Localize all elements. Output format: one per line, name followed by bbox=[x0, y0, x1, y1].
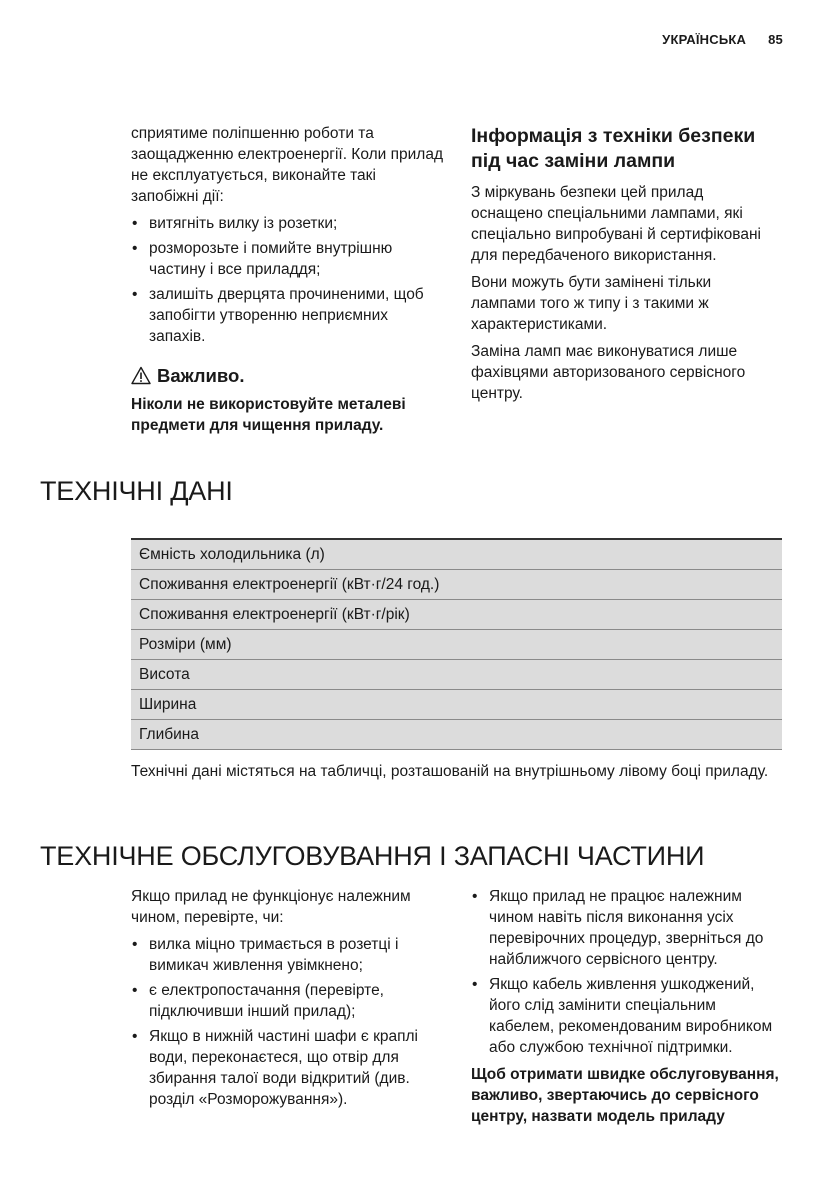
list-item: • витягніть вилку із розетки; bbox=[131, 213, 446, 234]
tech-data-table bbox=[131, 538, 782, 750]
tech-data-note: Технічні дані містяться на табличці, розташованій на внутрішньому лівому боці приладу. bbox=[131, 763, 769, 780]
warning-icon bbox=[131, 366, 151, 385]
list-item: • Якщо прилад не працює належним чином навіть після виконання усіх перевірочних процедур, зверніться до найближчого сервісного центру. bbox=[471, 886, 783, 970]
precautions-list bbox=[131, 213, 446, 347]
top-right-column bbox=[471, 124, 771, 410]
lamp-paragraph: Заміна ламп має виконуватися лише фахівцями авторизованого сервісного центру. bbox=[471, 343, 746, 402]
energy-saving-intro: сприятиме поліпшенню роботи та заощадженню електроенергії. Коли прилад не експлуатується, виконайте такі запобіжні дії: bbox=[131, 125, 444, 205]
page-header bbox=[662, 32, 783, 47]
list-item: • вилка міцно тримається в розетці і вимикач живлення увімкнено; bbox=[131, 934, 441, 976]
table-row: Висота bbox=[131, 660, 782, 690]
table-row: Ширина bbox=[131, 690, 782, 720]
check-list bbox=[131, 934, 441, 1110]
service-right-column bbox=[471, 886, 783, 1133]
page-number: 85 bbox=[768, 32, 783, 47]
list-item: • розморозьте і помийте внутрішню частину і все приладдя; bbox=[131, 238, 446, 280]
list-item: • залишіть дверцята прочиненими, щоб запобігти утворенню неприємних запахів. bbox=[131, 284, 446, 347]
lamp-safety-heading: Інформація з техніки безпеки під час заміни лампи bbox=[471, 125, 756, 172]
table-row: Розміри (мм) bbox=[131, 630, 782, 660]
list-item: • Якщо кабель живлення ушкоджений, його слід замінити спеціальним кабелем, рекомендованим виробником або службою технічної підтримки. bbox=[471, 974, 783, 1058]
list-item: • Якщо в нижній частині шафи є краплі води, переконаєтеся, що отвір для збирання талої води відкритий (див. розділ «Розморожування»). bbox=[131, 1026, 441, 1110]
section-title-tech-data: ТЕХНІЧНІ ДАНІ bbox=[40, 476, 233, 506]
lamp-paragraph: З міркувань безпеки цей прилад оснащено спеціальними лампами, які спеціально випробувані й сертифіковані для передбаченого використання. bbox=[471, 184, 761, 264]
warning-heading bbox=[131, 365, 446, 386]
table-row: Ємність холодильника (л) bbox=[131, 540, 782, 570]
header-language: УКРАЇНСЬКА bbox=[662, 32, 747, 47]
list-item: • є електропостачання (перевірте, підключивши інший прилад); bbox=[131, 980, 441, 1022]
table-row: Споживання електроенергії (кВт·г/рік) bbox=[131, 600, 782, 630]
service-left-column bbox=[131, 886, 441, 1116]
service-intro: Якщо прилад не функціонує належним чином, перевірте, чи: bbox=[131, 888, 411, 926]
section-title-service: ТЕХНІЧНЕ ОБСЛУГОВУВАННЯ І ЗАПАСНІ ЧАСТИНИ bbox=[40, 841, 705, 871]
top-left-column bbox=[131, 123, 446, 442]
warning-title: Важливо. bbox=[157, 365, 245, 386]
service-list bbox=[471, 886, 783, 1058]
table-row: Глибина bbox=[131, 720, 782, 750]
lamp-paragraph: Вони можуть бути замінені тільки лампами того ж типу і з такими ж характеристиками. bbox=[471, 274, 712, 333]
service-bold-note: Щоб отримати швидке обслуговування, важливо, звертаючись до сервісного центру, назвати модель приладу bbox=[471, 1066, 779, 1125]
warning-text: Ніколи не використовуйте металеві предмети для чищення приладу. bbox=[131, 396, 406, 434]
table-row: Споживання електроенергії (кВт·г/24 год.) bbox=[131, 570, 782, 600]
